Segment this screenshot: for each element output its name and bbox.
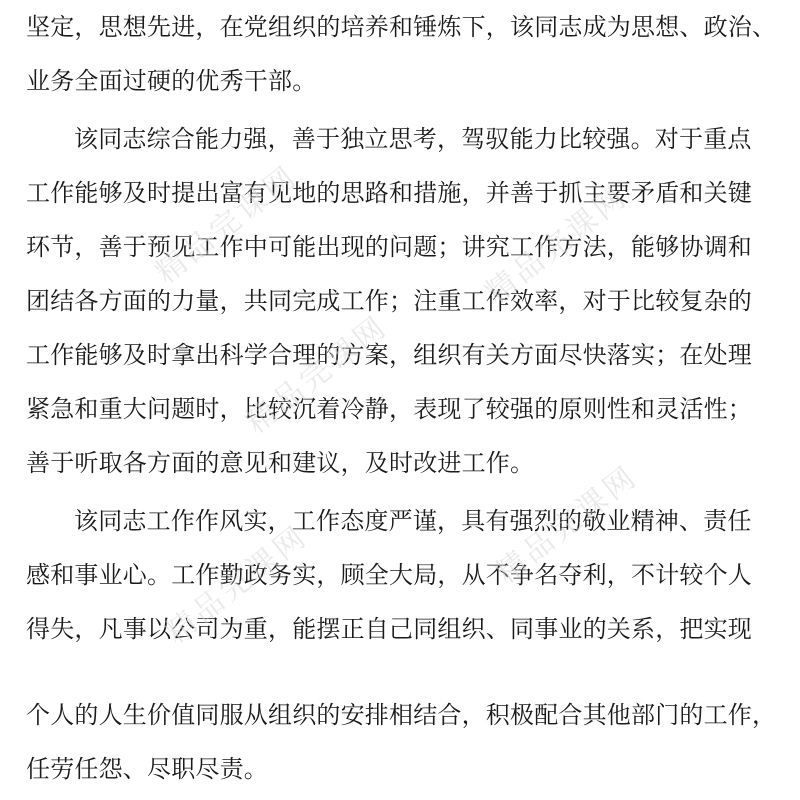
watermark: 精品完课网 xyxy=(239,308,395,441)
watermark: 精品完课网 xyxy=(159,518,315,651)
text-line: 个人的人生价值同服从组织的安排相结合，积极配合其他部门的工作， xyxy=(26,701,777,729)
text-line: 坚定，思想先进，在党组织的培养和锤炼下，该同志成为思想、政治、 xyxy=(26,13,777,41)
text-line: 紧急和重大问题时，比较沉着冷静，表现了较强的原则性和灵活性； xyxy=(26,395,752,423)
watermark: 精品完课网 xyxy=(479,178,635,311)
text-line: 善于听取各方面的意见和建议，及时改进工作。 xyxy=(26,449,535,477)
text-line: 环节，善于预见工作中可能出现的问题；讲究工作方法，能够协调和 xyxy=(26,233,752,261)
text-line: 工作能够及时提出富有见地的思路和措施，并善于抓主要矛盾和关键 xyxy=(26,179,752,207)
paragraph-first-line: 该同志工作作风实，工作态度严谨，具有强烈的敬业精神、责任 xyxy=(74,507,752,535)
paragraph-first-line: 该同志综合能力强，善于独立思考，驾驭能力比较强。对于重点 xyxy=(74,125,752,153)
watermark: 精品完课网 xyxy=(149,158,305,291)
text-line: 团结各方面的力量，共同完成工作；注重工作效率，对于比较复杂的 xyxy=(26,287,752,315)
watermark: 精品完课网 xyxy=(489,458,645,591)
text-line: 感和事业心。工作勤政务实，顾全大局，从不争名夺利，不计较个人 xyxy=(26,561,752,589)
text-line: 任劳任怨、尽职尽责。 xyxy=(26,755,268,783)
text-line: 业务全面过硬的优秀干部。 xyxy=(26,67,317,95)
text-line: 得失，凡事以公司为重，能摆正自己同组织、同事业的关系，把实现 xyxy=(26,615,752,643)
text-line: 工作能够及时拿出科学合理的方案，组织有关方面尽快落实；在处理 xyxy=(26,341,752,369)
